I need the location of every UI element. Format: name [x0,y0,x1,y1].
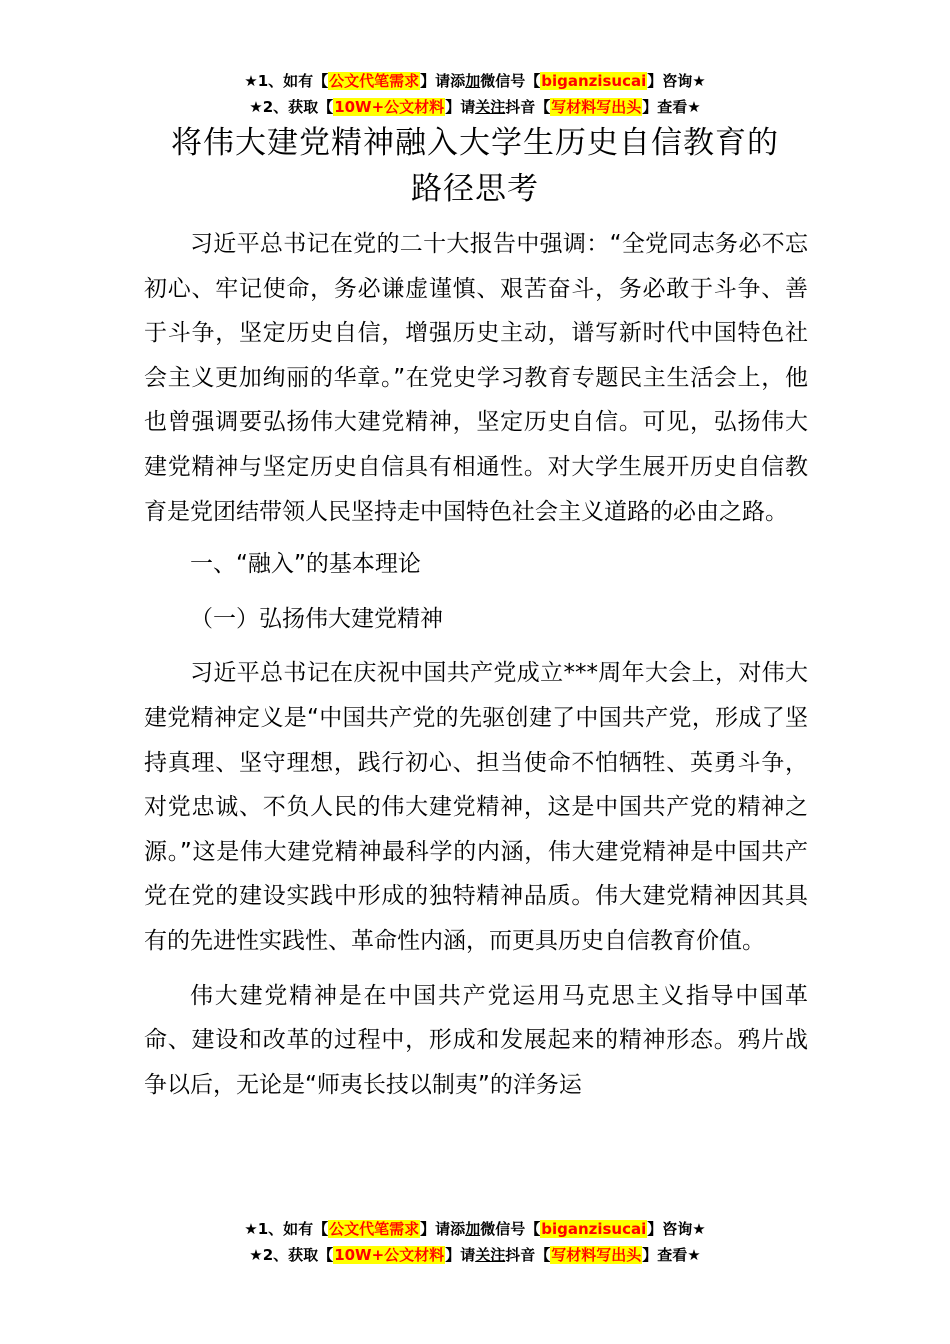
banner-highlight-materials: 10W+公文材料 [334,98,445,116]
paragraph-intro: 习近平总书记在党的二十大报告中强调：“全党同志务必不忘初心、牢记使命，务必谦虚谨慎、艰苦奋斗，务必敢于斗争、善于斗争，坚定历史自信，增强历史主动，谱写新时代中国特色社会主义更加绚丽的华章。”在党史学习教育专题民主生活会上，他也曾强调要弘扬伟大建党精神，坚定历史自信。可见，弘扬伟大建党精神与坚定历史自信具有相通性。对大学生展开历史自信教育是党团结带领人民坚持走中国特色社会主义道路的必由之路。 [144,231,808,525]
banner-line-1: ★1、如有【公文代笔需求】请添加微信号【biganzisucai】咨询★ [244,72,706,90]
title-line-2: 路径思考 [411,171,539,207]
document-body [144,222,808,1107]
header-banner [0,68,950,120]
paragraph-definition: 习近平总书记在庆祝中国共产党成立***周年大会上，对伟大建党精神定义是“中国共产党的先驱创建了中国共产党，形成了坚持真理、坚守理想，践行初心、担当使命不怕牺牲、英勇斗争，对党忠诚、不负人民的伟大建党精神，这是中国共产党的精神之源。”这是伟大建党精神最科学的内涵，伟大建党精神是中国共产党在党的建设实践中形成的独特精神品质。伟大建党精神因其具有的先进性实践性、革命性内涵，而更具历史自信教育价值。 [144,660,808,954]
document-title [100,120,850,212]
title-line-1: 将伟大建党精神融入大学生历史自信教育的 [171,125,779,161]
banner-highlight-service: 公文代笔需求 [329,72,420,90]
banner-line-1: ★1、如有【公文代笔需求】请添加微信号【biganzisucai】咨询★ [244,1220,706,1238]
banner-highlight-service: 公文代笔需求 [329,1220,420,1238]
banner-highlight-wechat-id: biganzisucai [541,72,647,90]
banner-line-2: ★2、获取【10W+公文材料】请关注抖音【写材料写出头】查看★ [249,1246,701,1264]
section-heading: 一、“融入”的基本理论 [190,551,421,578]
banner-highlight-wechat-id: biganzisucai [541,1220,647,1238]
paragraph-history: 伟大建党精神是在中国共产党运用马克思主义指导中国革命、建设和改革的过程中，形成和发展起来的精神形态。鸦片战争以后，无论是“师夷长技以制夷”的洋务运 [144,982,808,1098]
subsection-heading: （一）弘扬伟大建党精神 [190,605,443,632]
banner-highlight-douyin: 写材料写出头 [551,1246,642,1264]
banner-highlight-materials: 10W+公文材料 [334,1246,445,1264]
banner-highlight-douyin: 写材料写出头 [551,98,642,116]
banner-line-2: ★2、获取【10W+公文材料】请关注抖音【写材料写出头】查看★ [249,98,701,116]
footer-banner [0,1216,950,1268]
